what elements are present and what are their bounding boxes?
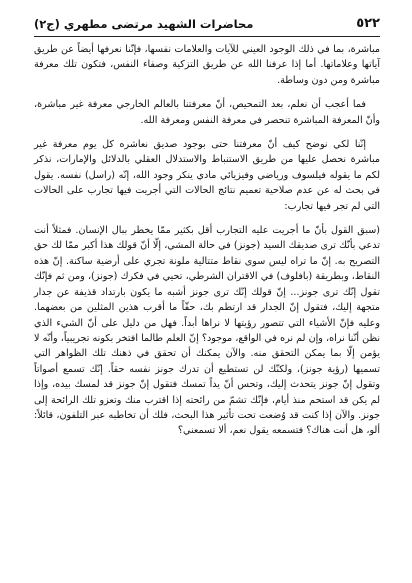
page-number: ٥٢٢ bbox=[356, 16, 380, 31]
page-header bbox=[34, 16, 380, 34]
paragraph-3: إنّنا لكي نوضح كيف أنّ معرفتنا حتى بوجود صديق نعاشره كل يوم معرفة غير مباشرة نحصل عليها من طريق الاستنباط والاستدلال العقلي بالدلائل والإمارات، نذكر لكم ما يقوله فيلسوف ورياضي وفيزيائي مادي ينكر وجود الله، إنّه (راسل) نفسه. يقول في بحث له عن عدم صلاحية تعميم نتائج الحالات التي أجريت فيها تجارب على الحالات التي لم تجر فيها تجارب: bbox=[34, 139, 380, 212]
running-title: محاضرات الشهيد مرتضى مطهري (ج٢) bbox=[34, 17, 254, 31]
paragraph-1: مباشرة، بما في ذلك الوجود العيني للآيات والعلامات نفسها، فإنّنا نعرفها أيضاً عن طريق آياتها وعلاماتها. أما إذا عرفنا الله عن طريق التزكية وصفاء النفس، فتكون تلك معرفة مباشرة ومن دون وساطة. bbox=[34, 44, 380, 86]
quoted-passage: (سبق القول بأنّ ما أجريت عليه التجارب أقل بكثير ممّا يخطر ببال الإنسان. فمثلاً أنت تدعي بأنّك ترى صديقك السيد (جونز) في حالة المشي، إلّا أنّ قولك هذا أكبر ممّا لك حق التصريح به. إنّ ما تراه ليس سوى نقاط متتالية ملونة تجري على أرضية ساكنة. إنّ هذه النقاط، وبطريقة (بافلوف) في الاقتران الشرطي، تحيي في فكرك (جونز)، ومن ثم فإنّك تقول إنّك ترى جونز... إنّ قولك إنّك ترى جونز أشبه ما يكون بارتداد قذيفة عن جدار متجهة إليك، فتقول إنّ الجدار قد ارتطم بك، حقّاً ما أقرب هذين المثلين من بعضهما. وعليه فإنّ الأشياء التي تتصور رؤيتها لا نراها أبداً. فهل من دليل على أنّ الشيء الذي نظن أنّنا نراه، وإن لم نره في الواقع، موجود؟ إنّ العلم طالما افتخر بكونه تجريبياً، وأنّه لا يؤمن إلّا بما يمكن التحقق منه. والآن يمكنك أن تحقق في ذهنك تلك الظواهر التي تسميها (رؤية جونز)، ولكنّك لن تستطيع أن تدرك جونز نفسه حقاً. إنّك تسمع أصواتاً وتقول إنّ جونز يتحدث إليك، وتحس أنّ يداً تمسك فتقول إنّ جونز قد لمسك بيده، وإذا لم يكن قد استحم منذ أيام، فإنّك تشمّ من رائحته إذا اقترب منك وتعزو تلك الرائحة إلى جونز. والآن إذا كنت قد وُضعت تحت تأثير هذا البحث، فلك أن تخاطبه عبر التلفون، قائلاً: ألو، هل أنت هناك؟ فتسمعه يقول نعم، ألا تسمعني؟ bbox=[34, 225, 380, 437]
paragraph-2: فما أعجب أن نعلم، بعد التمحيص، أنّ معرفتنا بالعالم الخارجي معرفة غير مباشرة، وأنّ المعرفة المباشرة تنحصر في معرفة النفس ومعرفة الله. bbox=[34, 99, 380, 126]
body-text bbox=[34, 42, 380, 439]
header-divider bbox=[34, 36, 380, 37]
